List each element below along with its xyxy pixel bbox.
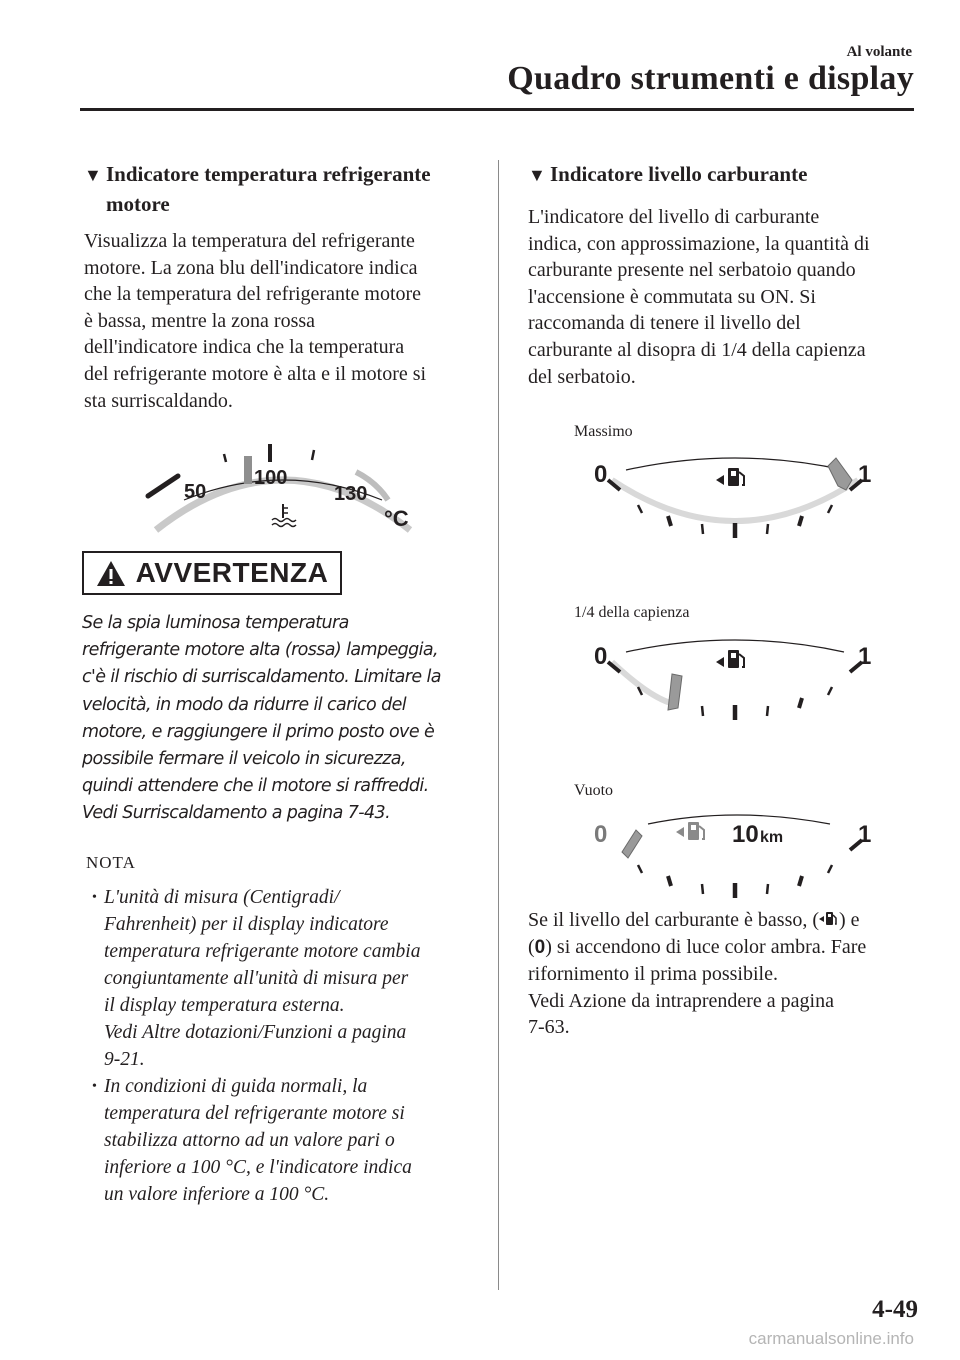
other-features-reference[interactable]: Vedi Altre dotazioni/Funzioni a pagina <box>104 1022 407 1043</box>
gauge-needle <box>668 674 682 710</box>
warning-label: AVVERTENZA <box>135 557 329 588</box>
fuel-low-line1: Se il livello del carburante è basso, ( ) e <box>528 909 860 931</box>
warning-banner <box>82 551 342 595</box>
gauge-empty-label: 0 <box>594 643 608 670</box>
coolant-heading: ▼ Indicatore temperatura refrigerante motore <box>84 162 431 216</box>
bullet-icon: • <box>92 1079 97 1094</box>
section-marker-icon: ▼ <box>528 165 546 185</box>
fuel-gauge-empty <box>590 810 880 910</box>
header-divider <box>80 108 914 111</box>
fuel-heading: ▼ Indicatore livello carburante <box>528 160 918 190</box>
gauge-empty-label: 0 <box>594 461 608 488</box>
note-list <box>92 884 472 1208</box>
overheating-reference[interactable]: Vedi Surriscaldamento a pagina 7-43. <box>82 803 391 824</box>
gauge-empty-warning-label: 0 <box>594 821 608 848</box>
gauge-caption-full: Massimo <box>574 423 633 440</box>
gauge-needle <box>828 458 852 490</box>
list-item: • L'unità di misura (Centigradi/ Fahrenheit) per il display indicatore temperatura refrigerante motore cambia congiuntamente all'unità di misura per il display temperatura esterna. Vedi Altre dotazioni/Funzioni a pagina 9-21. <box>92 884 472 1073</box>
page-title: Quadro strumenti e display <box>507 60 914 97</box>
column-divider <box>498 160 499 1290</box>
fuel-pump-icon <box>716 468 744 486</box>
gauge-full-label: 1 <box>858 461 872 488</box>
range-unit: km <box>760 829 784 846</box>
coolant-temp-icon <box>272 504 296 527</box>
coolant-intro: Visualizza la temperatura del refrigerante motore. La zona blu dell'indicatore indica che la temperatura del refrigerante motore è bassa, mentre la zona rossa dell'indicatore indica che la temperatura del refrigerante motore è alta e il motore si sta surriscaldando. <box>84 230 427 412</box>
coolant-temp-gauge <box>138 438 428 538</box>
gauge-needle <box>244 456 252 484</box>
warning-triangle-icon <box>96 560 126 587</box>
bullet-icon: • <box>92 890 97 905</box>
fuel-gauge-quarter <box>590 632 880 732</box>
warning-text: Se la spia luminosa temperatura refrigerante motore alta (rossa) lampeggia, c'è il rischio di surriscaldamento. Limitare la velocità, in modo da ridurre il carico del motore, e raggiungere il primo posto ove è possibile fermare il veicolo in sicurezza, quindi attendere che il motore si raffreddi. Vedi Surriscaldamento a pagina 7-43. <box>82 610 474 828</box>
watermark: carmanualsonline.info <box>748 1329 914 1348</box>
section-label: Al volante <box>846 44 912 60</box>
gauge-tick <box>148 476 178 496</box>
action-reference[interactable]: Vedi Azione da intraprendere a pagina <box>528 989 834 1012</box>
gauge-label-50: 50 <box>184 481 207 503</box>
fuel-pump-icon <box>716 650 744 668</box>
fuel-pump-icon <box>819 910 839 928</box>
gauge-full-label: 1 <box>858 643 872 670</box>
gauge-caption-quarter: 1/4 della capienza <box>574 604 690 621</box>
fuel-low-paragraph: Se il livello del carburante è basso, ( ) e (0) si accendono di luce color ambra. Fare rifornimento il prima possibile. Vedi Azione da intraprendere a pagina 7-63. <box>528 907 923 1041</box>
range-value: 10 <box>732 821 759 848</box>
fuel-pump-warning-icon <box>676 822 704 840</box>
page-number: 4-49 <box>872 1296 918 1323</box>
gauge-full-label: 1 <box>858 821 872 848</box>
fuel-gauge-full <box>590 450 880 550</box>
gauge-needle <box>622 830 642 858</box>
list-item: • In condizioni di guida normali, la temperatura del refrigerante motore si stabilizza attorno ad un valore pari o inferiore a 100 °C, e l'indicatore indica un valore inferiore a 100 °C. <box>92 1073 472 1208</box>
section-marker-icon: ▼ <box>84 165 102 185</box>
gauge-label-130: 130 <box>334 483 368 505</box>
gauge-caption-empty: Vuoto <box>574 782 614 799</box>
fuel-intro: L'indicatore del livello di carburante indica, con approssimazione, la quantità di carburante presente nel serbatoio quando l'accensione è commutata su ON. Si raccomanda di tenere il livello del carburante al disopra di 1/4 della capienza del serbatoio. <box>528 206 870 388</box>
note-label: NOTA <box>86 853 136 872</box>
gauge-tick <box>312 450 314 460</box>
gauge-unit: °C <box>384 506 409 531</box>
fuel-low-line2: (0) si accendono di luce color ambra. Fare <box>528 935 867 958</box>
gauge-label-100: 100 <box>254 467 288 489</box>
gauge-tick <box>224 454 226 462</box>
